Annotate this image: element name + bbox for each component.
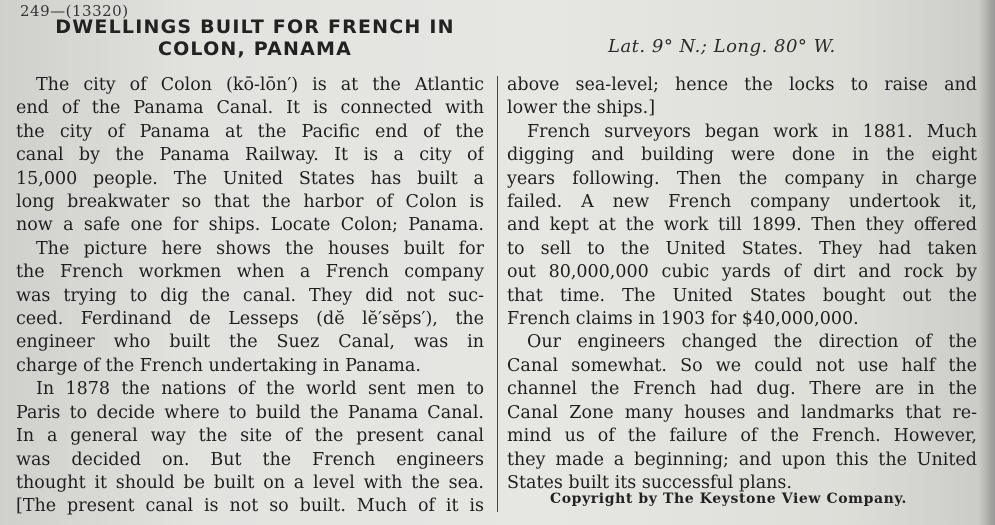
text-line: [The present canal is not so built. Much of it is [16, 496, 484, 517]
text-line: the city of Panama at the Pacific end of the [16, 121, 484, 142]
text-line: French surveyors began work in 1881. Much [527, 121, 977, 142]
left-column [16, 74, 484, 519]
right-column [507, 74, 977, 495]
text-line: 15,000 people. The United States has built a [16, 168, 484, 189]
text-line: canal by the Panama Railway. It is a city of [16, 145, 484, 166]
text-line: The city of Colon (kō-lōn′) is at the Atlantic [36, 75, 484, 95]
text-line: above sea-level; hence the locks to raise and [507, 75, 977, 95]
text-line: Paris to decide where to build the Panama Canal. [16, 402, 484, 423]
text-line: was decided on. But the French engineers [16, 449, 484, 470]
text-line: and kept at the work till 1899. Then they offered [507, 215, 977, 236]
coordinates: Lat. 9° N.; Long. 80° W. [608, 36, 836, 57]
text-line: to sell to the United States. They had taken [507, 238, 977, 259]
text-line: out 80,000,000 cubic yards of dirt and rock by [507, 262, 977, 283]
text-line: digging and building were done in the eight [507, 145, 977, 166]
text-line: In a general way the site of the present canal [16, 426, 484, 447]
text-line: Canal Zone many houses and landmarks that re- [507, 402, 977, 423]
text-line: years following. Then the company in charge [507, 168, 977, 189]
text-line: end of the Panama Canal. It is connected with [16, 98, 484, 119]
text-line: thought it should be built on a level with the sea. [16, 472, 484, 493]
text-line: long breakwater so that the harbor of Colon is [16, 192, 484, 213]
text-line: was trying to dig the canal. They did not suc- [16, 285, 484, 306]
card-number: 249—(13320) [20, 2, 129, 20]
title-line-1: DWELLINGS BUILT FOR FRENCH IN [55, 16, 455, 38]
text-line: failed. A new French company undertook it, [507, 192, 977, 213]
text-line: In 1878 the nations of the world sent men to [36, 379, 484, 400]
text-line: ceed. Ferdinand de Lesseps (dĕ lĕ′sĕps′), the [16, 309, 484, 330]
text-line: mind us of the failure of the French. However, [507, 426, 977, 447]
text-line: The picture here shows the houses built for [36, 238, 484, 259]
text-line: they made a beginning; and upon this the United [507, 449, 977, 470]
text-line: engineer who built the Suez Canal, was in [16, 332, 484, 353]
text-line: Our engineers changed the direction of the [527, 332, 977, 353]
text-line: channel the French had dug. There are in the [507, 379, 977, 400]
text-line: Canal somewhat. So we could not use half the [507, 355, 977, 376]
title-line-2: COLON, PANAMA [157, 38, 353, 60]
text-line: now a safe one for ships. Locate Colon; Panama. [16, 215, 484, 236]
text-line: States built its successful plans. [507, 472, 792, 493]
page-title [20, 16, 490, 60]
text-line: charge of the French undertaking in Panama. [16, 355, 421, 376]
copyright-notice: Copyright by The Keystone View Company. [550, 491, 908, 507]
text-line: the French workmen when a French company [16, 262, 484, 283]
text-line: lower the ships.] [507, 98, 656, 119]
column-divider [497, 76, 498, 512]
text-line: that time. The United States bought out the [507, 285, 977, 306]
text-line: French claims in 1903 for $40,000,000. [507, 309, 859, 330]
card-edge-shadow [979, 0, 995, 525]
